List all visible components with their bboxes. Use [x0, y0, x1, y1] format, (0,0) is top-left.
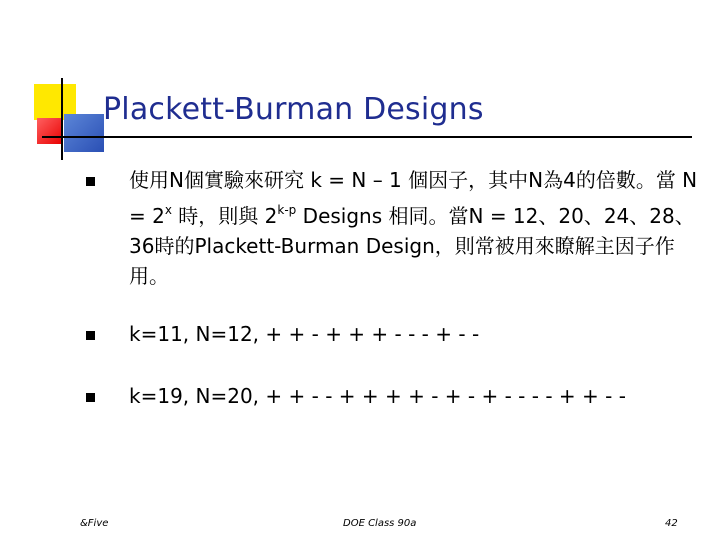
slide-title: Plackett-Burman Designs	[103, 92, 484, 127]
bullet-text-part: Designs 相同。當N = 12、20、24、28、36時的Plackett-Burman Design，則常被用來瞭解主因子作用。	[129, 204, 695, 288]
logo-blue-square	[64, 114, 104, 152]
bullet-item-n12	[86, 319, 706, 349]
logo-decoration	[0, 0, 130, 170]
title-underline	[42, 136, 692, 138]
bullet-marker-icon	[86, 177, 95, 186]
logo-vertical-rule	[61, 78, 63, 160]
bullet-marker-icon	[86, 393, 95, 402]
bullet-item-description	[86, 165, 706, 291]
logo-red-square	[37, 118, 63, 144]
bullet-text: k=11, N=12, + + - + + + - - - + - -	[129, 322, 480, 346]
page-number: 42	[665, 518, 678, 529]
footer-left-text: &Five	[80, 518, 109, 529]
bullet-marker-icon	[86, 331, 95, 340]
bullet-item-n20	[86, 381, 706, 411]
footer-center-text: DOE Class 90a	[343, 518, 417, 529]
superscript-x: x	[164, 203, 172, 217]
bullet-text-part: 時，則與 2	[171, 204, 278, 228]
superscript-k-p: k-p	[277, 203, 297, 217]
bullet-text-part: 使用N個實驗來研究 k = N – 1 個因子，其中N為4的倍數。當 N = 2	[129, 168, 698, 228]
bullet-list	[86, 165, 706, 411]
bullet-text: k=19, N=20, + + - - + + + + - + - + - - - - + + - -	[129, 384, 626, 408]
